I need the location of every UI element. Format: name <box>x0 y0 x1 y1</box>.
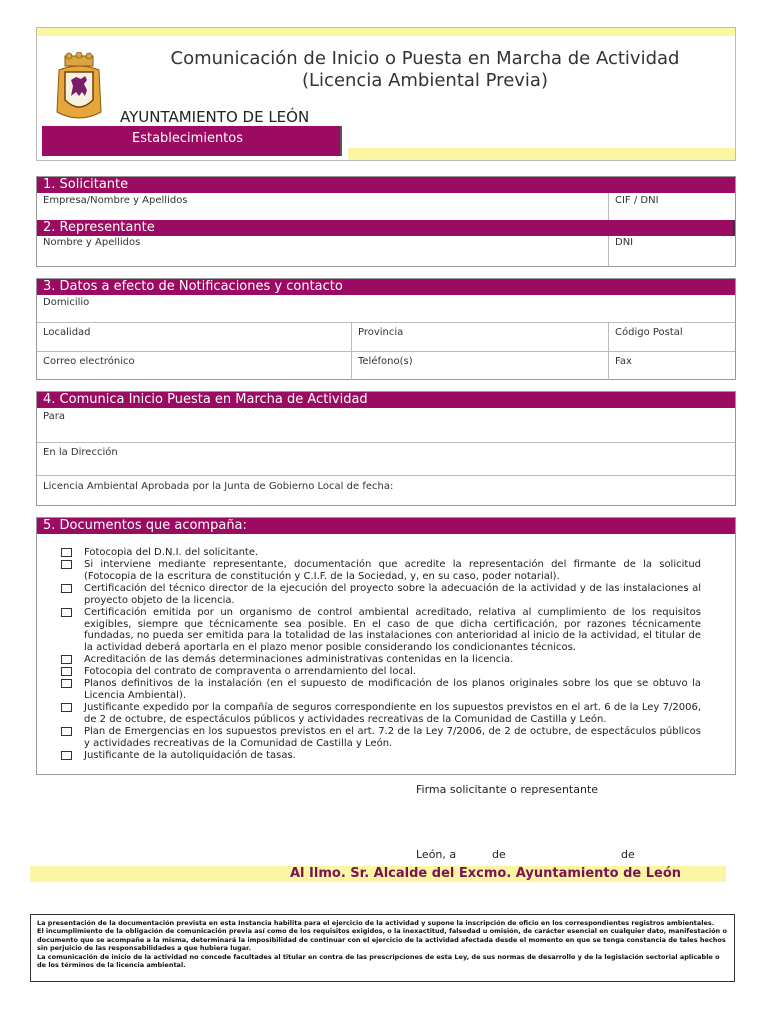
section-title-representante: 2. Representante <box>37 220 735 236</box>
document-checkbox[interactable] <box>61 584 72 593</box>
legal-notice-line: La presentación de la documentación prevista en esta Instancia habilita para el ejercicio de la actividad y supone la inscripción de oficio en los correspondientes registros ambientales. <box>37 919 715 927</box>
solicitante-name-field[interactable] <box>43 195 603 217</box>
signature-label: Firma solicitante o representante <box>416 783 599 796</box>
document-item <box>46 607 701 654</box>
document-item <box>46 750 701 762</box>
document-checkbox[interactable] <box>61 679 72 688</box>
localidad-row <box>37 322 735 351</box>
legal-notice-line: La comunicación de inicio de la actividad no concede facultades al titular en contra de las prescripciones de esta Ley, de sus normas de desarrollo y de la legislación sectorial aplicable o de los términos de la licencia ambiental. <box>37 952 720 970</box>
section-comunica <box>36 391 736 506</box>
coat-of-arms-icon <box>55 52 103 124</box>
contacto-row <box>37 351 735 380</box>
document-item <box>46 726 701 750</box>
representante-name-field[interactable] <box>43 238 603 262</box>
recipient-title: Al Ilmo. Sr. Alcalde del Excmo. Ayuntamiento de León <box>290 866 682 881</box>
document-item <box>46 654 701 666</box>
representante-id-label: DNI <box>615 237 634 248</box>
date-city-label: León, a <box>416 848 457 861</box>
ayuntamiento-name: AYUNTAMIENTO DE LEÓN <box>120 108 310 126</box>
divider <box>351 352 352 380</box>
correo-label: Correo electrónico <box>43 356 135 367</box>
codigo-postal-label: Código Postal <box>615 327 683 338</box>
header-highlight-strip <box>37 28 735 36</box>
domicilio-label: Domicilio <box>43 297 90 308</box>
document-checkbox[interactable] <box>61 667 72 676</box>
document-text: Justificante de la autoliquidación de tasas. <box>84 750 296 761</box>
solicitante-id-label: CIF / DNI <box>615 195 659 206</box>
document-text: Fotocopia del D.N.I. del solicitante. <box>84 547 259 558</box>
domicilio-row[interactable] <box>37 295 735 322</box>
document-checkbox[interactable] <box>61 548 72 557</box>
form-title-line2: (Licencia Ambiental Previa) <box>302 70 548 91</box>
document-checkbox[interactable] <box>61 727 72 736</box>
licencia-row[interactable] <box>37 475 735 506</box>
direccion-row[interactable] <box>37 442 735 475</box>
legal-notice-line: El incumplimiento de la obligación de comunicación previa así como de los requisitos exigidos, o la inexactitud, falsedad u omisión, de carácter esencial en cualquier dato, manifestación o documento que se acompañe a la misma, determinará la imposibilidad de continuar con el ejercicio de la actividad afectada desde el momento en que se tenga constancia de tales hechos sin perjuicio de las responsabilidades a que hubiera lugar. <box>37 927 727 953</box>
document-text: Certificación emitida por un organismo de control ambiental acreditado, relativa al cumplimiento de los requisitos exigibles, siempre que técnicamente sea posible. En el caso de que dicha certificación, por razones técnicamente fundadas, no pueda ser emitida para la totalidad de las instalaciones con anterioridad al inicio de la actividad, el titular de la actividad deberá aportarla en el plazo menor posible considerando los condicionantes técnicos. <box>84 607 701 653</box>
document-text: Justificante expedido por la compañía de seguros correspondiente en los supuestos previstos en el art. 6 de la Ley 7/2006, de 2 de octubre, de espectáculos públicos y actividades recreativas de la Comunidad de Castilla y León. <box>84 702 701 725</box>
document-item <box>46 678 701 702</box>
solicitante-row <box>37 193 735 220</box>
licencia-label: Licencia Ambiental Aprobada por la Junta de Gobierno Local de fecha: <box>43 481 394 492</box>
document-checkbox[interactable] <box>61 655 72 664</box>
para-label: Para <box>43 411 65 422</box>
document-item <box>46 547 701 559</box>
representante-row <box>37 236 735 266</box>
fax-label: Fax <box>615 356 632 367</box>
document-checkbox[interactable] <box>61 751 72 760</box>
divider <box>351 323 352 351</box>
document-item <box>46 702 701 726</box>
document-text: Planos definitivos de la instalación (en el supuesto de modificación de los planos originales sobre los que se obtuvo la Licencia Ambiental). <box>84 678 701 701</box>
divider <box>608 236 609 266</box>
document-text: Si interviene mediante representante, documentación que acredite la representación del firmante de la solicitud (Fotocopia de la escritura de constitución y C.I.F. de la Sociedad, y, en su caso, poder notarial). <box>84 559 701 582</box>
document-checkbox[interactable] <box>61 560 72 569</box>
telefono-label: Teléfono(s) <box>358 356 413 367</box>
representante-id-field[interactable] <box>612 238 730 262</box>
document-checkbox[interactable] <box>61 703 72 712</box>
section-title-notificaciones: 3. Datos a efecto de Notificaciones y contacto <box>37 279 735 295</box>
document-text: Fotocopia del contrato de compraventa o arrendamiento del local. <box>84 666 417 677</box>
section-title-comunica: 4. Comunica Inicio Puesta en Marcha de Actividad <box>37 392 735 408</box>
date-de-label: de <box>492 848 506 861</box>
document-text: Acreditación de las demás determinaciones administrativas contenidas en la licencia. <box>84 654 514 665</box>
para-row[interactable] <box>37 408 735 442</box>
solicitante-name-label: Empresa/Nombre y Apellidos <box>43 195 188 206</box>
header-highlight-strip-bottom <box>348 148 735 160</box>
section-notificaciones <box>36 278 736 380</box>
document-checkbox[interactable] <box>61 608 72 617</box>
provincia-label: Provincia <box>358 327 404 338</box>
document-text: Certificación del técnico director de la ejecución del proyecto sobre la adecuación de la actividad y de las instalaciones al proyecto objeto de la licencia. <box>84 583 701 606</box>
divider <box>608 352 609 380</box>
document-text: Plan de Emergencias en los supuestos previstos en el art. 7.2 de la Ley 7/2006, de 2 de octubre, de espectáculos públicos y actividades recreativas de la Comunidad de Castilla y León. <box>84 726 701 749</box>
localidad-label: Localidad <box>43 327 91 338</box>
legal-notice <box>30 914 735 982</box>
section-solicitante-representante <box>36 176 736 267</box>
signature-field[interactable] <box>416 800 716 840</box>
section-title-solicitante: 1. Solicitante <box>37 177 735 193</box>
document-item <box>46 583 701 607</box>
divider <box>608 323 609 351</box>
form-title-line1: Comunicación de Inicio o Puesta en Marcha de Actividad <box>170 48 680 69</box>
date-de-label: de <box>621 848 635 861</box>
section-title-documentos: 5. Documentos que acompaña: <box>37 518 735 534</box>
solicitante-id-field[interactable] <box>612 195 730 217</box>
direccion-label: En la Dirección <box>43 447 118 458</box>
department-label: Establecimientos <box>132 131 244 146</box>
divider <box>608 193 609 220</box>
document-item <box>46 559 701 583</box>
document-item <box>46 666 701 678</box>
representante-name-label: Nombre y Apellidos <box>43 237 141 248</box>
